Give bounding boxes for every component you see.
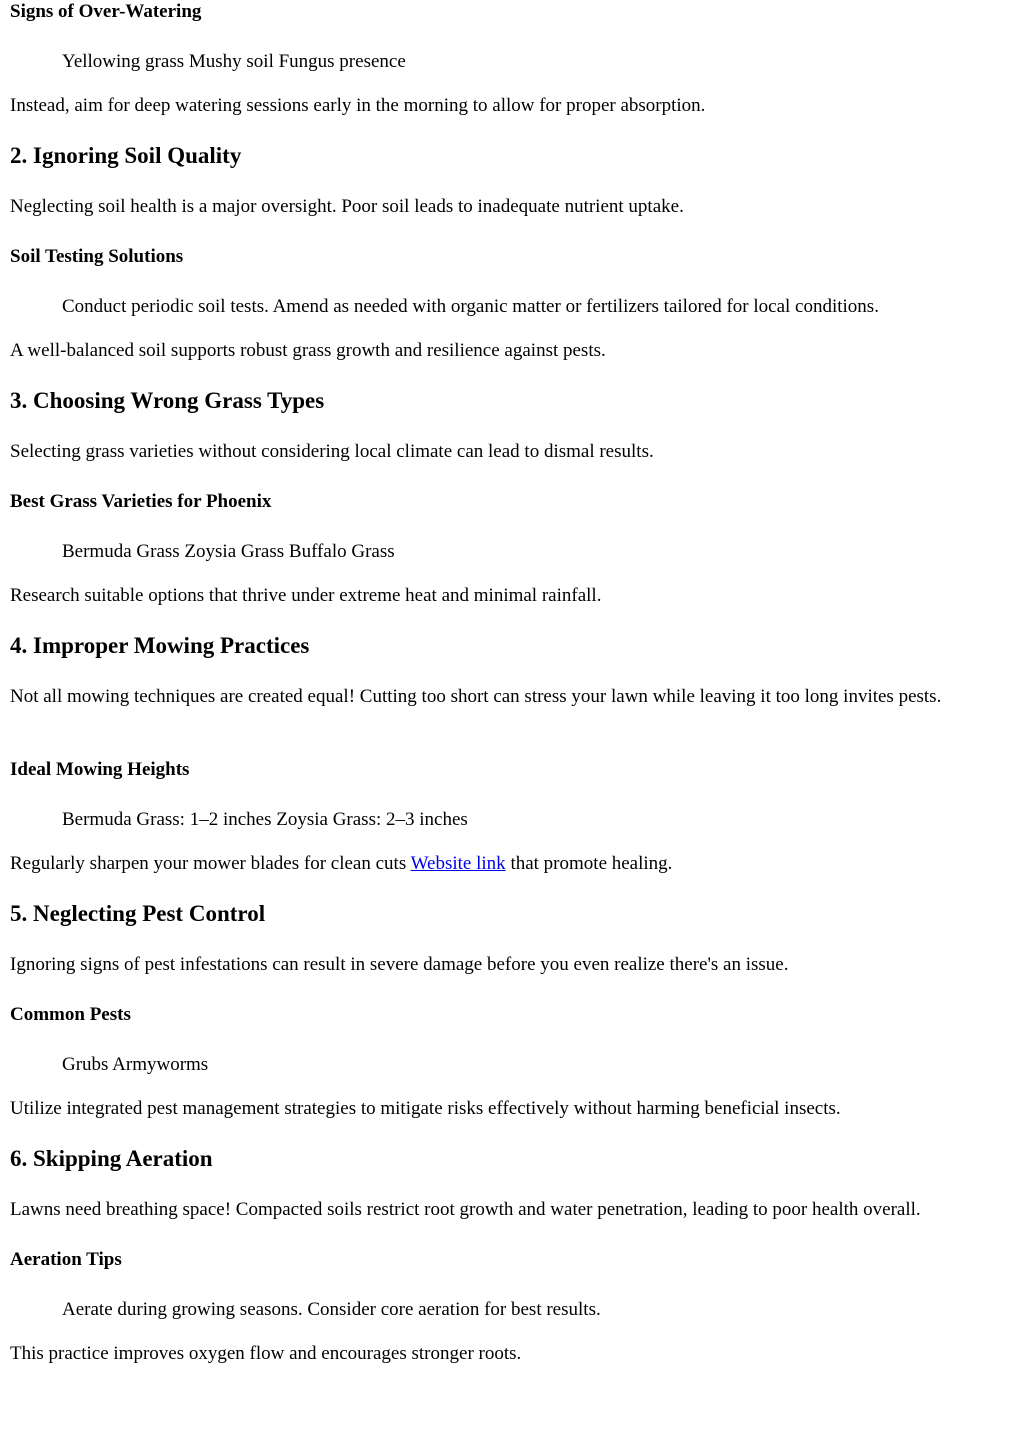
- heading-skipping-aeration: 6. Skipping Aeration: [10, 1146, 213, 1171]
- paragraph-aeration-after: This practice improves oxygen flow and encourages stronger roots.: [10, 1343, 522, 1364]
- paragraph-watering-advice: Instead, aim for deep watering sessions early in the morning to allow for proper absorption.: [10, 95, 706, 116]
- list-soil-testing: Conduct periodic soil tests. Amend as needed with organic matter or fertilizers tailored for local conditions.: [62, 296, 879, 317]
- paragraph-aeration-intro: Lawns need breathing space! Compacted soils restrict root growth and water penetration, leading to poor health overall.: [10, 1199, 921, 1220]
- subheading-aeration-tips: Aeration Tips: [10, 1249, 122, 1270]
- website-link[interactable]: Website link: [410, 853, 506, 874]
- paragraph-mowing-intro: Not all mowing techniques are created equal! Cutting too short can stress your lawn while leaving it too long invites pests.: [10, 686, 942, 707]
- text-before-link: Regularly sharpen your mower blades for clean cuts: [10, 853, 411, 874]
- heading-improper-mowing: 4. Improper Mowing Practices: [10, 633, 310, 658]
- list-aeration-tips: Aerate during growing seasons. Consider core aeration for best results.: [62, 1299, 601, 1320]
- paragraph-soil-intro: Neglecting soil health is a major oversight. Poor soil leads to inadequate nutrient uptake.: [10, 196, 684, 217]
- subheading-signs-overwatering: Signs of Over-Watering: [10, 1, 202, 22]
- paragraph-mowing-after: [10, 852, 672, 876]
- subheading-best-grass-phoenix: Best Grass Varieties for Phoenix: [10, 491, 272, 512]
- list-common-pests: Grubs Armyworms: [62, 1054, 209, 1075]
- list-grass-varieties: Bermuda Grass Zoysia Grass Buffalo Grass: [62, 541, 395, 562]
- paragraph-grass-after: Research suitable options that thrive under extreme heat and minimal rainfall.: [10, 585, 602, 606]
- heading-choosing-wrong-grass: 3. Choosing Wrong Grass Types: [10, 388, 325, 413]
- subheading-common-pests: Common Pests: [10, 1004, 131, 1025]
- list-overwatering-signs: Yellowing grass Mushy soil Fungus presence: [62, 51, 406, 72]
- subheading-ideal-mowing-heights: Ideal Mowing Heights: [10, 759, 190, 780]
- list-mowing-heights: Bermuda Grass: 1–2 inches Zoysia Grass: 2–3 inches: [62, 809, 468, 830]
- subheading-soil-testing: Soil Testing Solutions: [10, 246, 184, 267]
- paragraph-pests-after: Utilize integrated pest management strategies to mitigate risks effectively without harming beneficial insects.: [10, 1098, 841, 1119]
- paragraph-grass-intro: Selecting grass varieties without considering local climate can lead to dismal results.: [10, 441, 654, 462]
- paragraph-soil-after: A well-balanced soil supports robust grass growth and resilience against pests.: [10, 340, 606, 361]
- paragraph-pests-intro: Ignoring signs of pest infestations can result in severe damage before you even realize there's an issue.: [10, 954, 789, 975]
- heading-neglecting-pest-control: 5. Neglecting Pest Control: [10, 901, 266, 926]
- heading-ignoring-soil-quality: 2. Ignoring Soil Quality: [10, 143, 242, 168]
- text-after-link: that promote healing.: [505, 853, 673, 874]
